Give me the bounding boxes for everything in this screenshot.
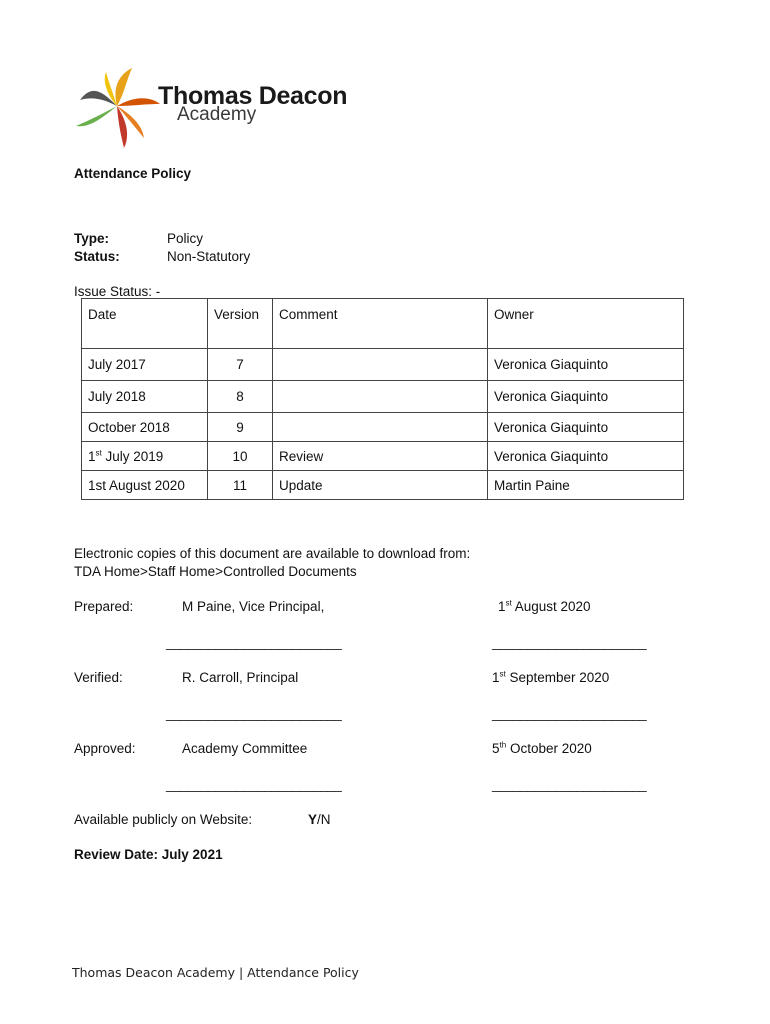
- page-footer: Thomas Deacon Academy | Attendance Policy: [72, 965, 359, 980]
- cell-owner: Veronica Giaquinto: [488, 442, 684, 471]
- prepared-signature-line: _________________________: [166, 635, 342, 650]
- verified-date: [492, 670, 609, 685]
- cell-comment: [273, 413, 488, 442]
- date-number: 1: [88, 448, 96, 464]
- table-row: [82, 349, 684, 381]
- cell-date: 1st August 2020: [82, 471, 208, 500]
- cell-version: 11: [208, 471, 273, 500]
- cell-owner: Veronica Giaquinto: [488, 381, 684, 413]
- cell-date: July 2018: [82, 381, 208, 413]
- website-availability: [308, 812, 331, 827]
- status-value: Non-Statutory: [167, 249, 251, 264]
- approved-date-line: ______________________: [492, 777, 647, 792]
- cell-comment: Update: [273, 471, 488, 500]
- approved-label: Approved:: [74, 741, 136, 756]
- issue-status-table: [81, 298, 684, 500]
- logo-subtitle: Academy: [177, 104, 257, 125]
- cell-version: 9: [208, 413, 273, 442]
- date-rest: July 2019: [101, 448, 164, 464]
- issue-status-label: Issue Status: -: [74, 284, 161, 299]
- website-label: Available publicly on Website:: [74, 812, 253, 827]
- cell-version: 7: [208, 349, 273, 381]
- cell-owner: Martin Paine: [488, 471, 684, 500]
- website-no: /N: [317, 812, 331, 827]
- document-title: Attendance Policy: [74, 166, 192, 181]
- approved-date-ordinal: th: [499, 740, 507, 750]
- approved-signature-line: _________________________: [166, 777, 342, 792]
- table-row: [82, 413, 684, 442]
- type-label: Type:: [74, 231, 110, 246]
- header-version: Version: [208, 299, 273, 349]
- prepared-date-rest: August 2020: [511, 599, 591, 614]
- prepared-date: [498, 599, 591, 614]
- status-label: Status:: [74, 249, 120, 264]
- prepared-date-number: 1: [498, 599, 506, 614]
- verified-signature-line: _________________________: [166, 706, 342, 721]
- verified-by: R. Carroll, Principal: [182, 670, 299, 685]
- verified-date-rest: September 2020: [505, 670, 610, 685]
- prepared-date-ordinal: st: [505, 598, 512, 608]
- header-date: Date: [82, 299, 208, 349]
- approved-date-rest: October 2020: [506, 741, 592, 756]
- header-owner: Owner: [488, 299, 684, 349]
- cell-version: 8: [208, 381, 273, 413]
- verified-label: Verified:: [74, 670, 123, 685]
- star-burst-logo-icon: [72, 66, 162, 150]
- header-comment: Comment: [273, 299, 488, 349]
- table-header-row: [82, 299, 684, 349]
- review-date: Review Date: July 2021: [74, 847, 223, 862]
- approved-date-number: 5: [492, 741, 500, 756]
- table-row: [82, 471, 684, 500]
- download-line-1: Electronic copies of this document are available to download from:: [74, 546, 471, 561]
- prepared-date-line: ______________________: [492, 635, 647, 650]
- website-yes: Y: [308, 812, 318, 827]
- cell-date: July 2017: [82, 349, 208, 381]
- prepared-label: Prepared:: [74, 599, 134, 614]
- verified-date-line: ______________________: [492, 706, 647, 721]
- verified-date-number: 1: [492, 670, 500, 685]
- date-ordinal: st: [95, 448, 102, 457]
- cell-date: [82, 442, 208, 471]
- cell-version: 10: [208, 442, 273, 471]
- table-row: [82, 442, 684, 471]
- download-path: TDA Home>Staff Home>Controlled Documents: [74, 564, 357, 579]
- logo-title: Thomas Deacon: [158, 82, 348, 110]
- approved-date: [492, 741, 592, 756]
- type-value: Policy: [167, 231, 204, 246]
- approved-by: Academy Committee: [182, 741, 308, 756]
- verified-date-ordinal: st: [499, 669, 506, 679]
- cell-owner: Veronica Giaquinto: [488, 413, 684, 442]
- cell-date: October 2018: [82, 413, 208, 442]
- cell-comment: [273, 381, 488, 413]
- cell-comment: Review: [273, 442, 488, 471]
- cell-owner: Veronica Giaquinto: [488, 349, 684, 381]
- cell-comment: [273, 349, 488, 381]
- prepared-by: M Paine, Vice Principal,: [182, 599, 325, 614]
- table-row: [82, 381, 684, 413]
